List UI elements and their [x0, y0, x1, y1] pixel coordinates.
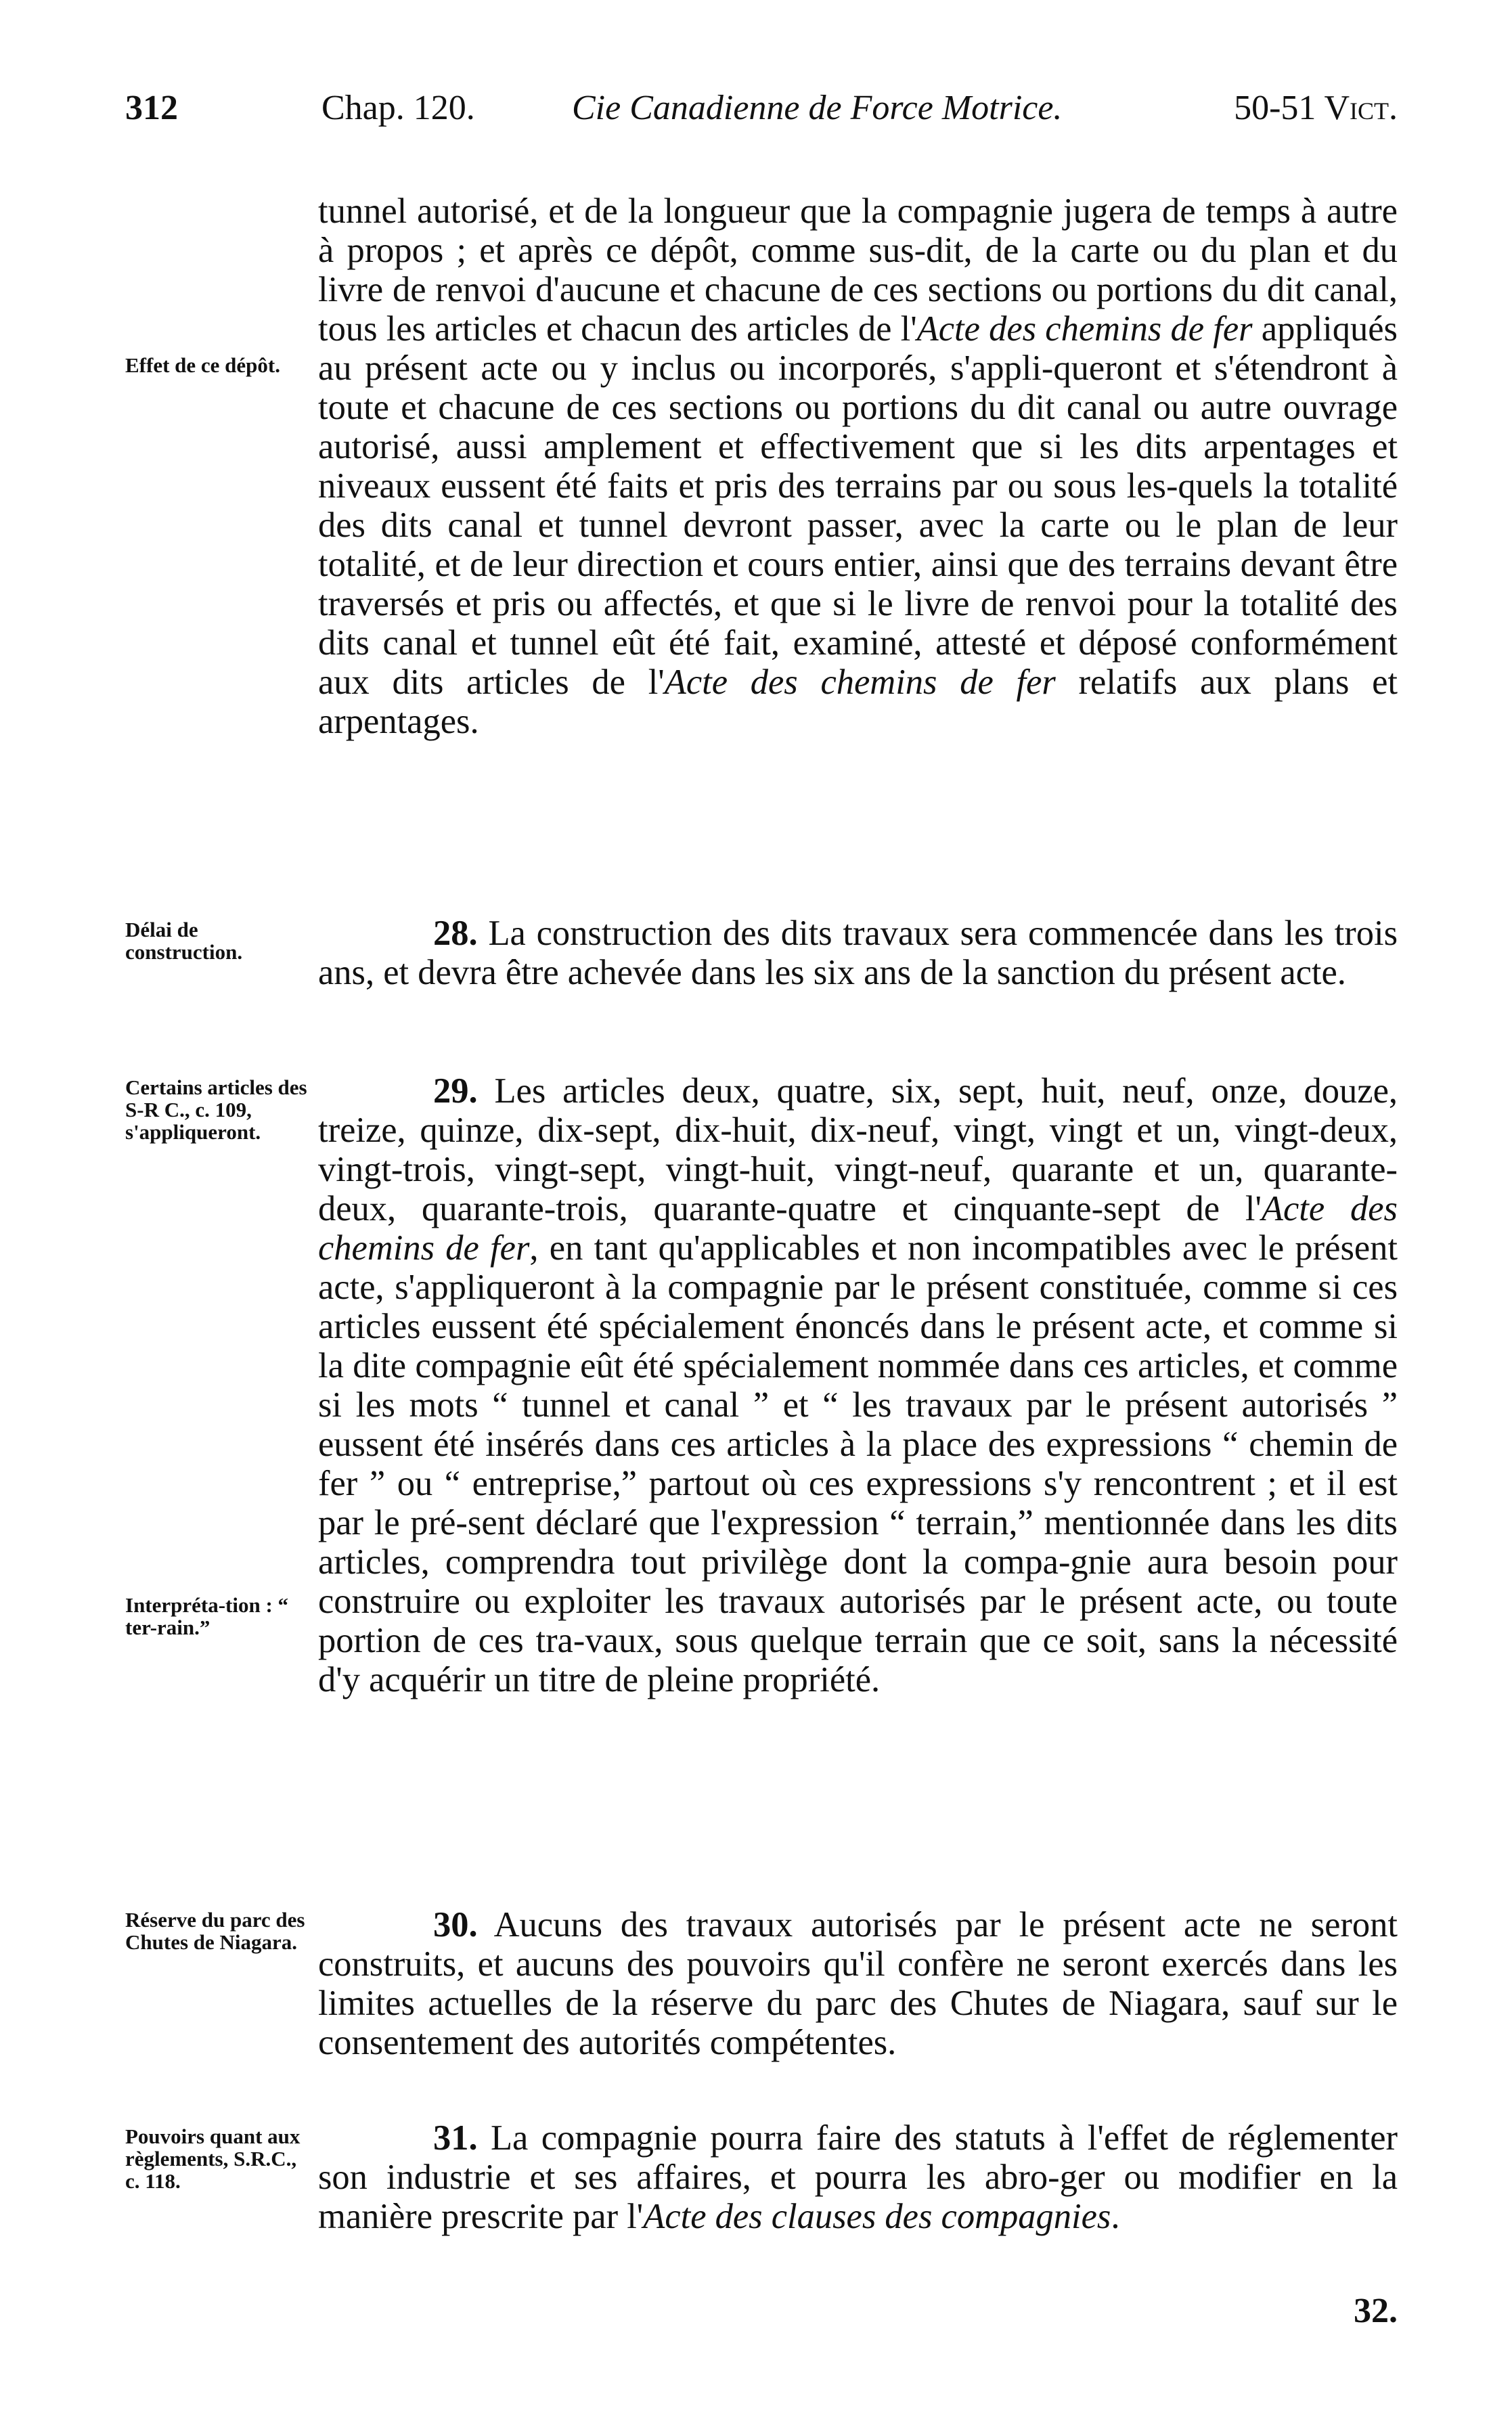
section-30: [318, 1905, 1398, 2062]
catchword: 32.: [1354, 2292, 1398, 2330]
text-run: .: [1111, 2197, 1120, 2236]
margin-note-reserve: Réserve du parc des Chutes de Niagara.: [125, 1908, 305, 1954]
text-run: appliqués au présent acte ou y inclus ou incorporés, s'appli-queront et s'étendront à toute et chacune de ces sections ou portions du dit canal ou autre ouvrage autorisé, aussi amplement et effectivement que si les dits arpentages et niveaux eussent été faits et pris des terrains par ou sous les-quels la totalité des dits canal et tunnel devront passer, avec la carte ou le plan de leur totalité, et de leur direction et cours entier, ainsi que des terrains devant être traversés et pris ou affectés, et que si le livre de renvoi pour la totalité des dits canal et tunnel eût été fait, examiné, attesté et déposé conformément aux dits articles de l': [318, 309, 1398, 702]
italic-act-name: Acte des chemins de fer: [318, 1189, 1398, 1268]
page-number: 312: [125, 89, 178, 127]
section-number: 30.: [433, 1905, 478, 1944]
text-run: tunnel autorisé, et de la longueur que la compagnie jugera de temps à autre à propos ; et après ce dépôt, comme sus-dit, de la carte ou du plan et du livre de renvoi d'aucune et chacune de ces sections ou portions du dit canal, tous les articles et chacun des articles de l': [318, 192, 1398, 349]
margin-note-certains: Certains articles des S-R C., c. 109, s'appliqueront.: [125, 1075, 307, 1144]
margin-note-effet: Effet de ce dépôt.: [125, 353, 280, 377]
text-run: Aucuns des travaux autorisés par le présent acte ne seront construits, et aucuns des pouvoirs qu'il confère ne seront exercés dans les limites actuelles de la réserve du parc des Chutes de Niagara, sauf sur le consentement des autorités compétentes.: [318, 1905, 1398, 2062]
paragraph-continued: [318, 192, 1398, 741]
section-number: 28.: [433, 914, 478, 953]
running-header: [125, 81, 1398, 135]
italic-act-name: Acte des clauses des compagnies: [643, 2197, 1111, 2236]
section-29: [318, 1071, 1398, 1699]
margin-note-interpretation: Interpréta-tion : “ ter-rain.”: [125, 1593, 289, 1639]
section-31: [318, 2118, 1398, 2236]
text-run: La compagnie pourra faire des statuts à l'effet de réglementer son industrie et ses affaires, et pourra les abro-ger ou modifier en la manière prescrite par l': [318, 2118, 1398, 2236]
text-run: relatifs aux plans et arpentages.: [318, 663, 1398, 741]
regnal-year: 50-51 Vict.: [1234, 89, 1398, 127]
italic-act-name: Acte des chemins de fer: [916, 309, 1253, 349]
text-run: La construction des dits travaux sera commencée dans les trois ans, et devra être achevée dans les six ans de la sanction du présent acte.: [318, 914, 1398, 992]
section-number: 29.: [433, 1071, 478, 1111]
text-run: Les articles deux, quatre, six, sept, huit, neuf, onze, douze, treize, quinze, dix-sept, dix-huit, dix-neuf, vingt, vingt et un, vingt-deux, vingt-trois, vingt-sept, vingt-huit, vingt-neuf, quarante et un, quarante-deux, quarante-trois, quarante-quatre et cinquante-sept de l': [318, 1071, 1398, 1228]
margin-note-pouvoirs: Pouvoirs quant aux règlements, S.R.C., c. 118.: [125, 2124, 301, 2193]
chapter-label: Chap. 120.: [321, 89, 475, 127]
margin-note-delai: Délai de construction.: [125, 918, 243, 964]
act-title: Cie Canadienne de Force Motrice.: [572, 89, 1063, 127]
italic-act-name: Acte des chemins de fer: [664, 663, 1056, 702]
text-run: , en tant qu'applicables et non incompatibles avec le présent acte, s'appliqueront à la compagnie par le présent constituée, comme si ces articles eussent été spécialement énoncés dans le présent acte, et comme si la dite compagnie eût été spécialement nommée dans ces articles, et comme si les mots “ tunnel et canal ” et “ les travaux par le présent autorisés ” eussent été insérés dans ces articles à la place des expressions “ chemin de fer ” ou “ entreprise,” partout où ces expressions s'y rencontrent ; et il est par le pré-sent déclaré que l'expression “ terrain,” mentionnée dans les dits articles, comprendra tout privilège dont la compa-gnie aura besoin pour construire ou exploiter les travaux autorisés par le présent acte, ou toute portion de ces tra-vaux, sous quelque terrain que ce soit, sans la nécessité d'y acquérir un titre de pleine propriété.: [318, 1228, 1398, 1699]
section-number: 31.: [433, 2118, 478, 2158]
section-28: [318, 914, 1398, 992]
